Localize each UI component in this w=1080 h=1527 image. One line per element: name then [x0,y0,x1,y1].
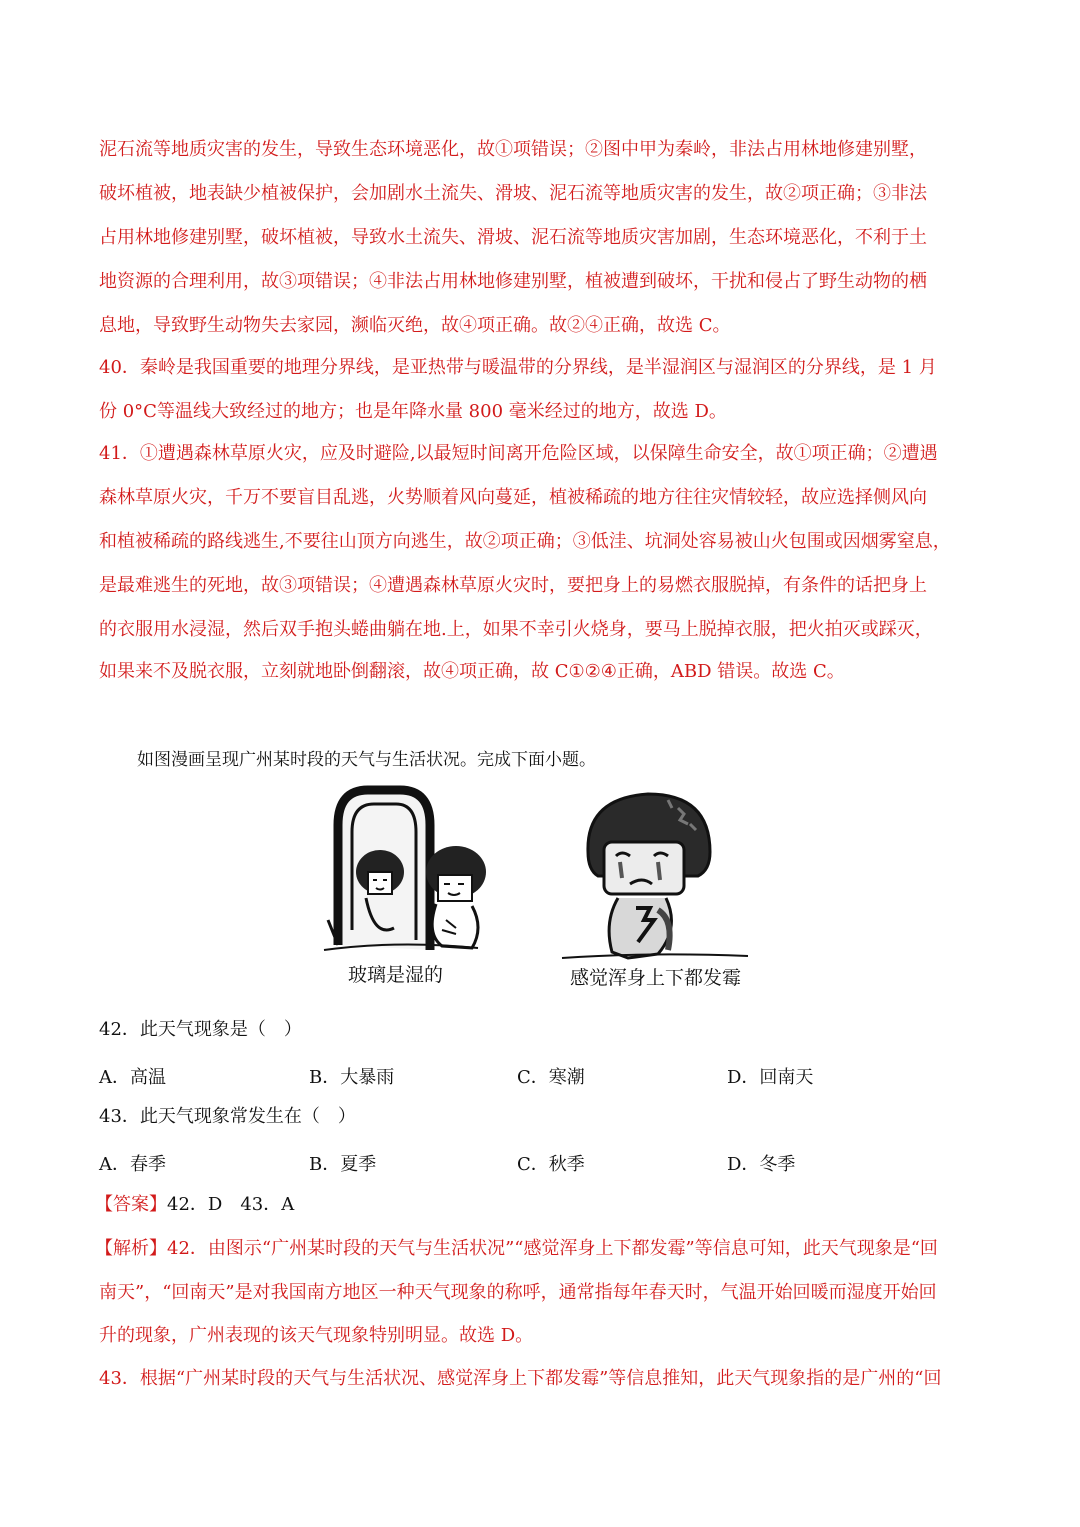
question-43-option-d: D．冬季 [727,1154,796,1175]
caption-left: 玻璃是湿的 [348,964,444,986]
explanation-line: 占用林地修建别墅，破坏植被，导致水土流失、滑坡、泥石流等地质灾害加剧，生态环境恶化，不利于土 [99,227,927,248]
q40-explanation-line: 40．秦岭是我国重要的地理分界线，是亚热带与暖温带的分界线，是半湿润区与湿润区的分界线，是 1 月 [99,357,937,378]
analysis-text: 42．由图示“广州某时段的天气与生活状况”“感觉浑身上下都发霉”等信息可知，此天气现象是“回 [167,1238,938,1259]
moldy-figure-panel [562,794,748,958]
analysis-line: 43．根据“广州某时段的天气与生活状况、感觉浑身上下都发霉”等信息推知，此天气现象指的是广州的“回 [99,1368,942,1389]
explanation-line: 地资源的合理利用，故③项错误；④非法占用林地修建别墅，植被遭到破坏，干扰和侵占了野生动物的栖 [99,271,927,292]
question-42-option-c: C．寒潮 [517,1067,585,1088]
question-43-option-b: B．夏季 [309,1154,377,1175]
analysis-line: 升的现象，广州表现的该天气现象特别明显。故选 D。 [99,1325,534,1346]
q41-explanation-line: 是最难逃生的死地，故③项错误；④遭遇森林草原火灾时，要把身上的易燃衣服脱掉，有条件的话把身上 [99,575,927,596]
question-intro: 如图漫画呈现广州某时段的天气与生活状况。完成下面小题。 [137,750,596,770]
question-43-stem: 43．此天气现象常发生在（ ） [99,1106,356,1127]
q41-explanation-line: 森林草原火灾，千万不要盲目乱逃，火势顺着风向蔓延，植被稀疏的地方往往灾情较轻，故应选择侧风向 [99,487,927,508]
question-43-option-a: A．春季 [99,1154,166,1175]
q40-explanation-line: 份 0°C等温线大致经过的地方；也是年降水量 800 毫米经过的地方，故选 D。 [99,401,727,422]
comic-figure [318,780,766,1002]
q41-explanation-line: 的衣服用水浸湿，然后双手抱头蜷曲躺在地.上，如果不幸引火烧身，要马上脱掉衣服，把火拍灭或踩灭， [99,619,933,640]
question-42-stem: 42．此天气现象是（ ） [99,1019,302,1040]
caption-right: 感觉浑身上下都发霉 [570,967,742,989]
answer-line [95,1194,985,1216]
explanation-line: 破坏植被，地表缺少植被保护，会加剧水土流失、滑坡、泥石流等地质灾害的发生，故②项正确；③非法 [99,183,927,204]
analysis-line [95,1238,985,1260]
answer-tag: 【答案】 [95,1194,167,1215]
question-42-option-a: A．高温 [99,1067,166,1088]
explanation-line: 息地，导致野生动物失去家园，濒临灭绝，故④项正确。故②④正确，故选 C。 [99,315,731,336]
analysis-line: 南天”，“回南天”是对我国南方地区一种天气现象的称呼，通常指每年春天时，气温开始回暖而湿度开始回 [99,1282,937,1303]
q41-explanation-line: 和植被稀疏的路线逃生,不要往山顶方向逃生，故②项正确；③低洼、坑洞处容易被山火包围或因烟雾窒息， [99,531,951,552]
explanation-line: 泥石流等地质灾害的发生，导致生态环境恶化，故①项错误；②图中甲为秦岭，非法占用林地修建别墅， [99,139,927,160]
question-43-option-c: C．秋季 [517,1154,585,1175]
question-42-option-b: B．大暴雨 [309,1067,395,1088]
question-42-option-d: D．回南天 [727,1067,814,1088]
analysis-tag: 【解析】 [95,1238,167,1259]
wet-glass-panel [324,790,486,950]
answer-text: 42．D 43．A [167,1194,295,1215]
q41-explanation-line: 如果来不及脱衣服，立刻就地卧倒翻滚，故④项正确，故 C①②④正确，ABD 错误。故选 C。 [99,661,845,682]
q41-explanation-line: 41．①遭遇森林草原火灾，应及时避险,以最短时间离开危险区域，以保障生命安全，故①项正确；②遭遇 [99,443,938,464]
